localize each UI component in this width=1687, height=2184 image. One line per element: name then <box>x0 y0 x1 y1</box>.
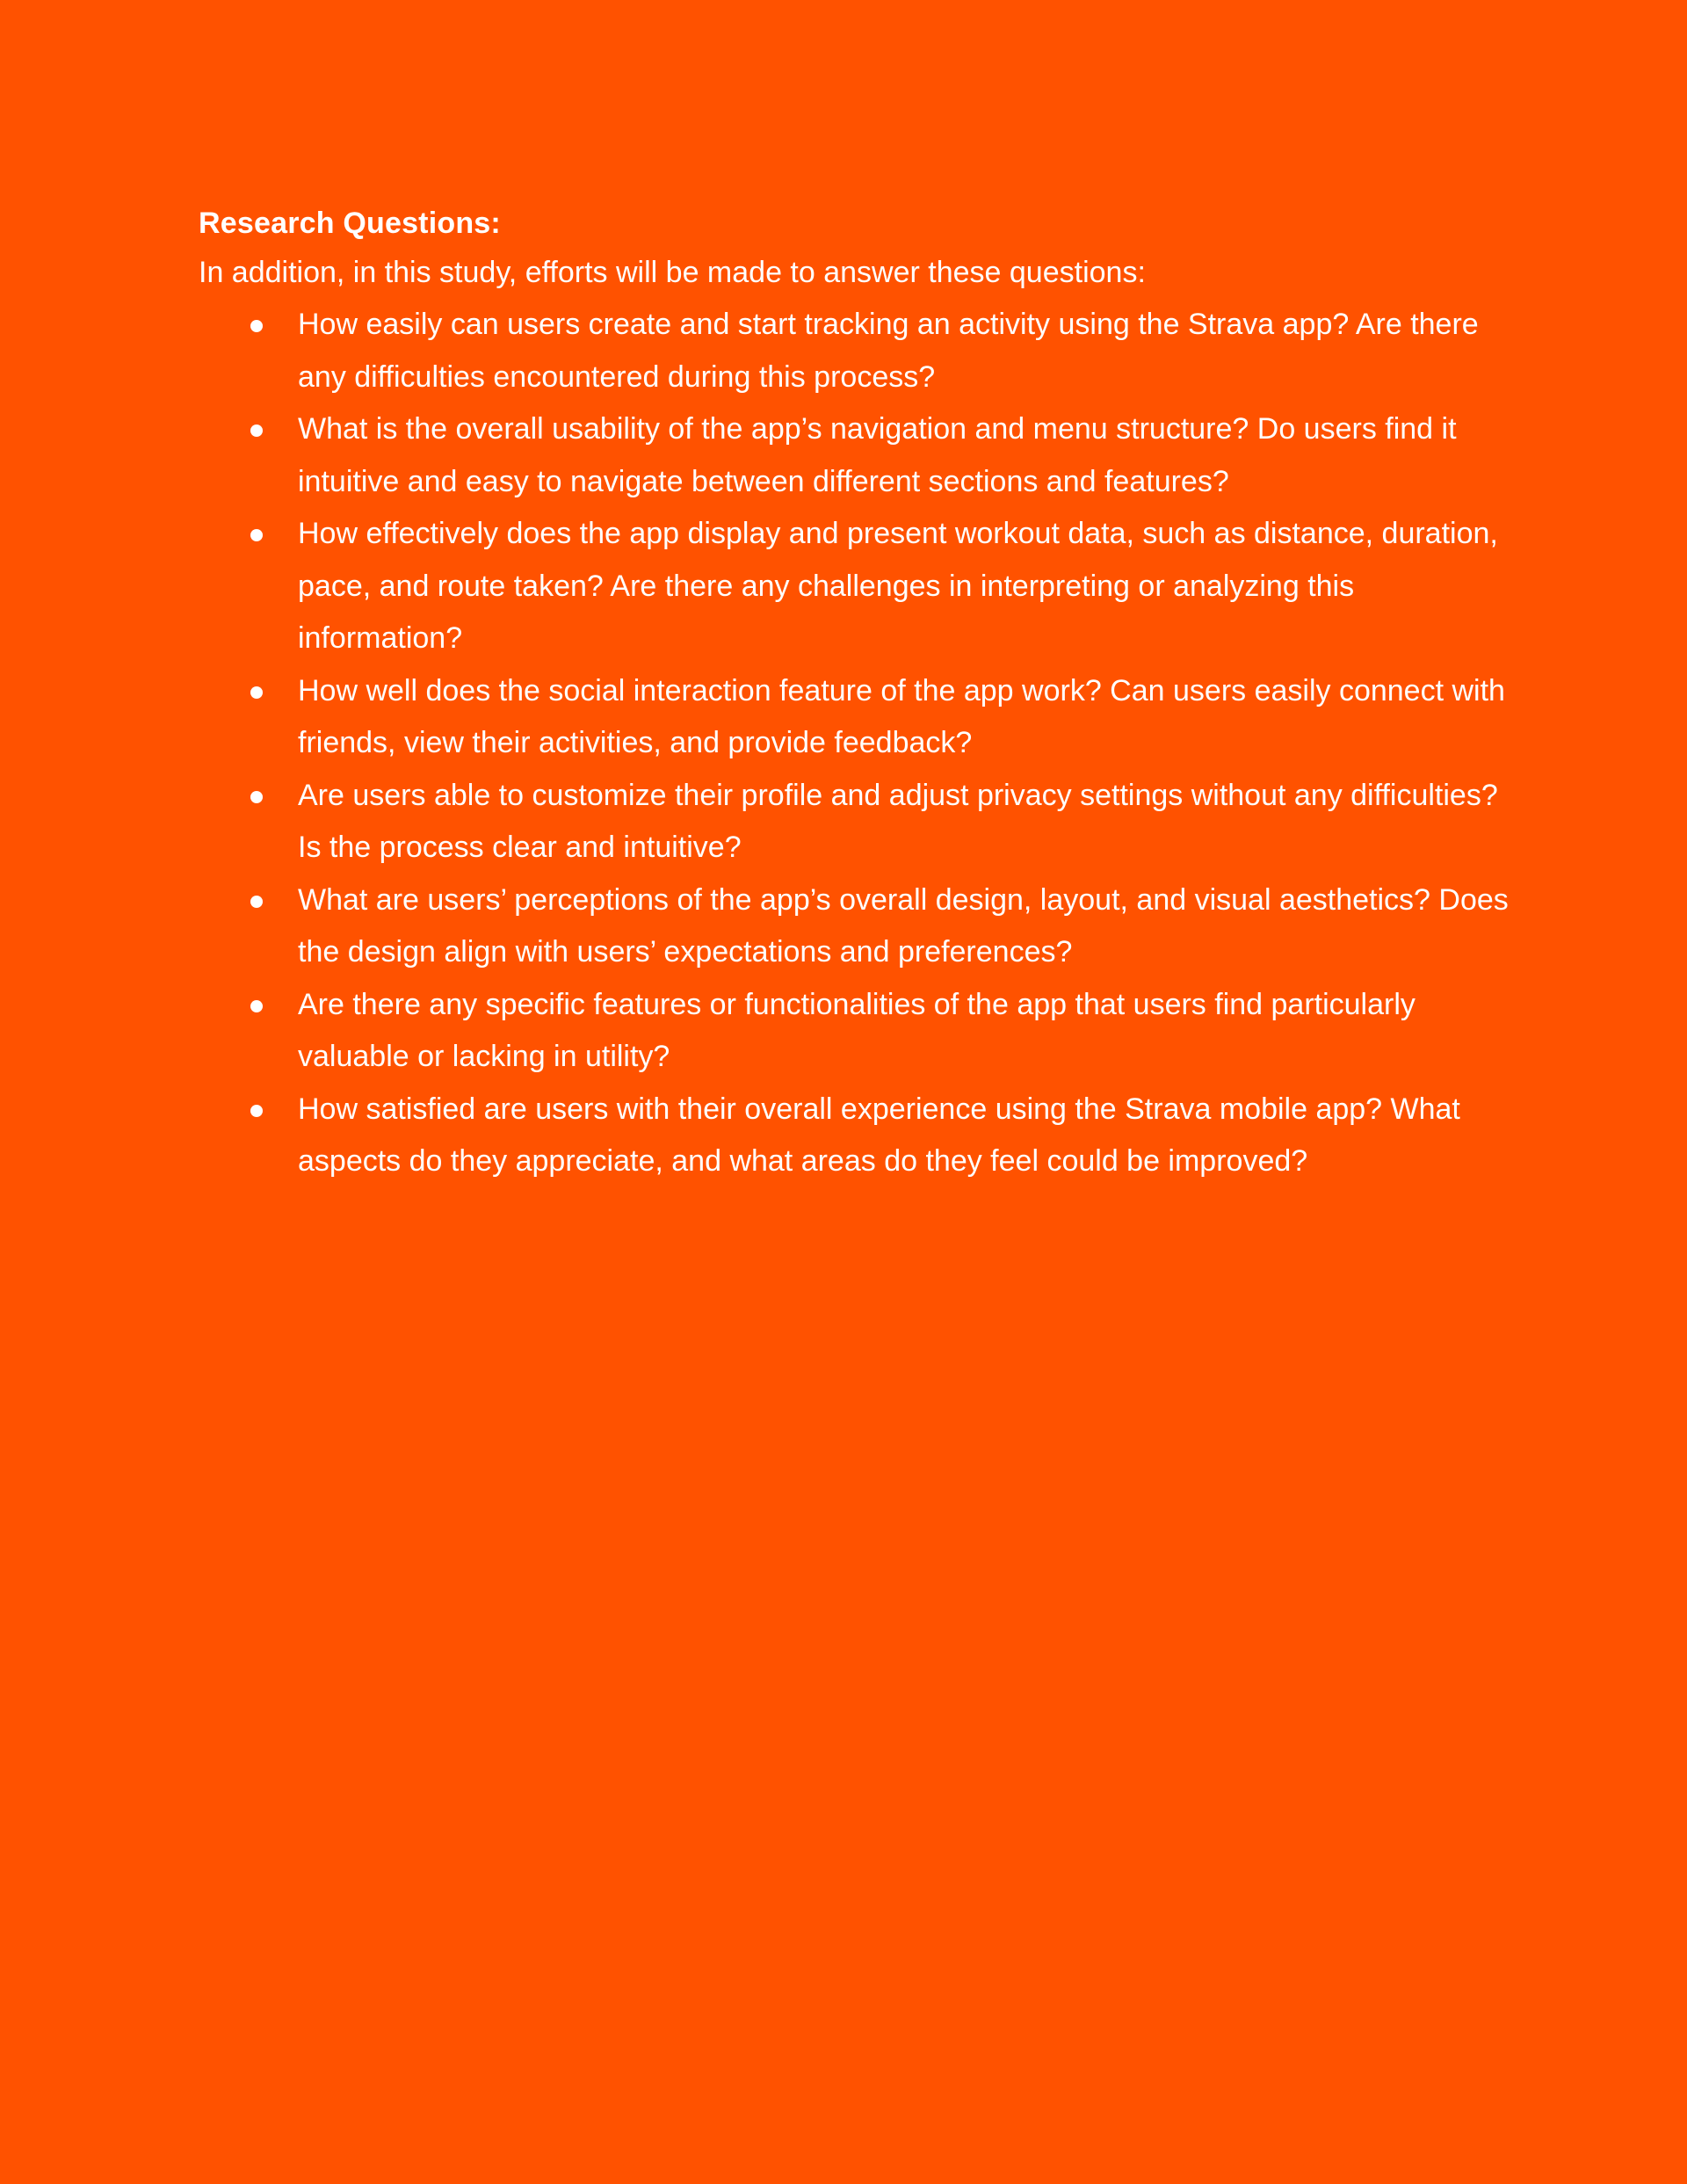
question-text: How effectively does the app display and present workout data, such as distance, duration, pace, and route taken? Are there any challenges in interpreting or analyzing this information? <box>298 517 1498 655</box>
bullet-icon <box>250 1105 263 1117</box>
question-text: Are there any specific features or functionalities of the app that users find particularly valuable or lacking in utility? <box>298 987 1415 1073</box>
question-text: What are users’ perceptions of the app’s overall design, layout, and visual aesthetics? Does the design align with users’ expectations and preferences? <box>298 882 1509 969</box>
question-text: Are users able to customize their profile and adjust privacy settings without any difficulties? Is the process clear and intuitive? <box>298 778 1498 864</box>
question-text: How satisfied are users with their overall experience using the Strava mobile app? What aspects do they appreciate, and what areas do they feel could be improved? <box>298 1092 1460 1178</box>
list-item <box>199 665 1517 770</box>
research-questions-list <box>199 299 1517 1188</box>
bullet-icon <box>250 424 263 437</box>
section-heading: Research Questions: <box>199 207 501 240</box>
list-item <box>199 1084 1517 1188</box>
bullet-icon <box>250 791 263 803</box>
list-item <box>199 874 1517 979</box>
list-item <box>199 508 1517 665</box>
bullet-icon <box>250 686 263 699</box>
document-content <box>199 204 1517 1188</box>
bullet-icon <box>250 320 263 332</box>
list-item <box>199 299 1517 403</box>
list-item <box>199 403 1517 508</box>
list-item <box>199 979 1517 1084</box>
question-text: What is the overall usability of the app’s navigation and menu structure? Do users find it intuitive and easy to navigate between different sections and features? <box>298 412 1457 498</box>
intro-paragraph: In addition, in this study, efforts will be made to answer these questions: <box>199 256 1146 289</box>
bullet-icon <box>250 1000 263 1012</box>
question-text: How well does the social interaction feature of the app work? Can users easily connect with friends, view their activities, and provide feedback? <box>298 673 1505 759</box>
list-item <box>199 770 1517 874</box>
bullet-icon <box>250 529 263 541</box>
bullet-icon <box>250 896 263 908</box>
question-text: How easily can users create and start tracking an activity using the Strava app? Are there any difficulties encountered during this process? <box>298 308 1479 394</box>
